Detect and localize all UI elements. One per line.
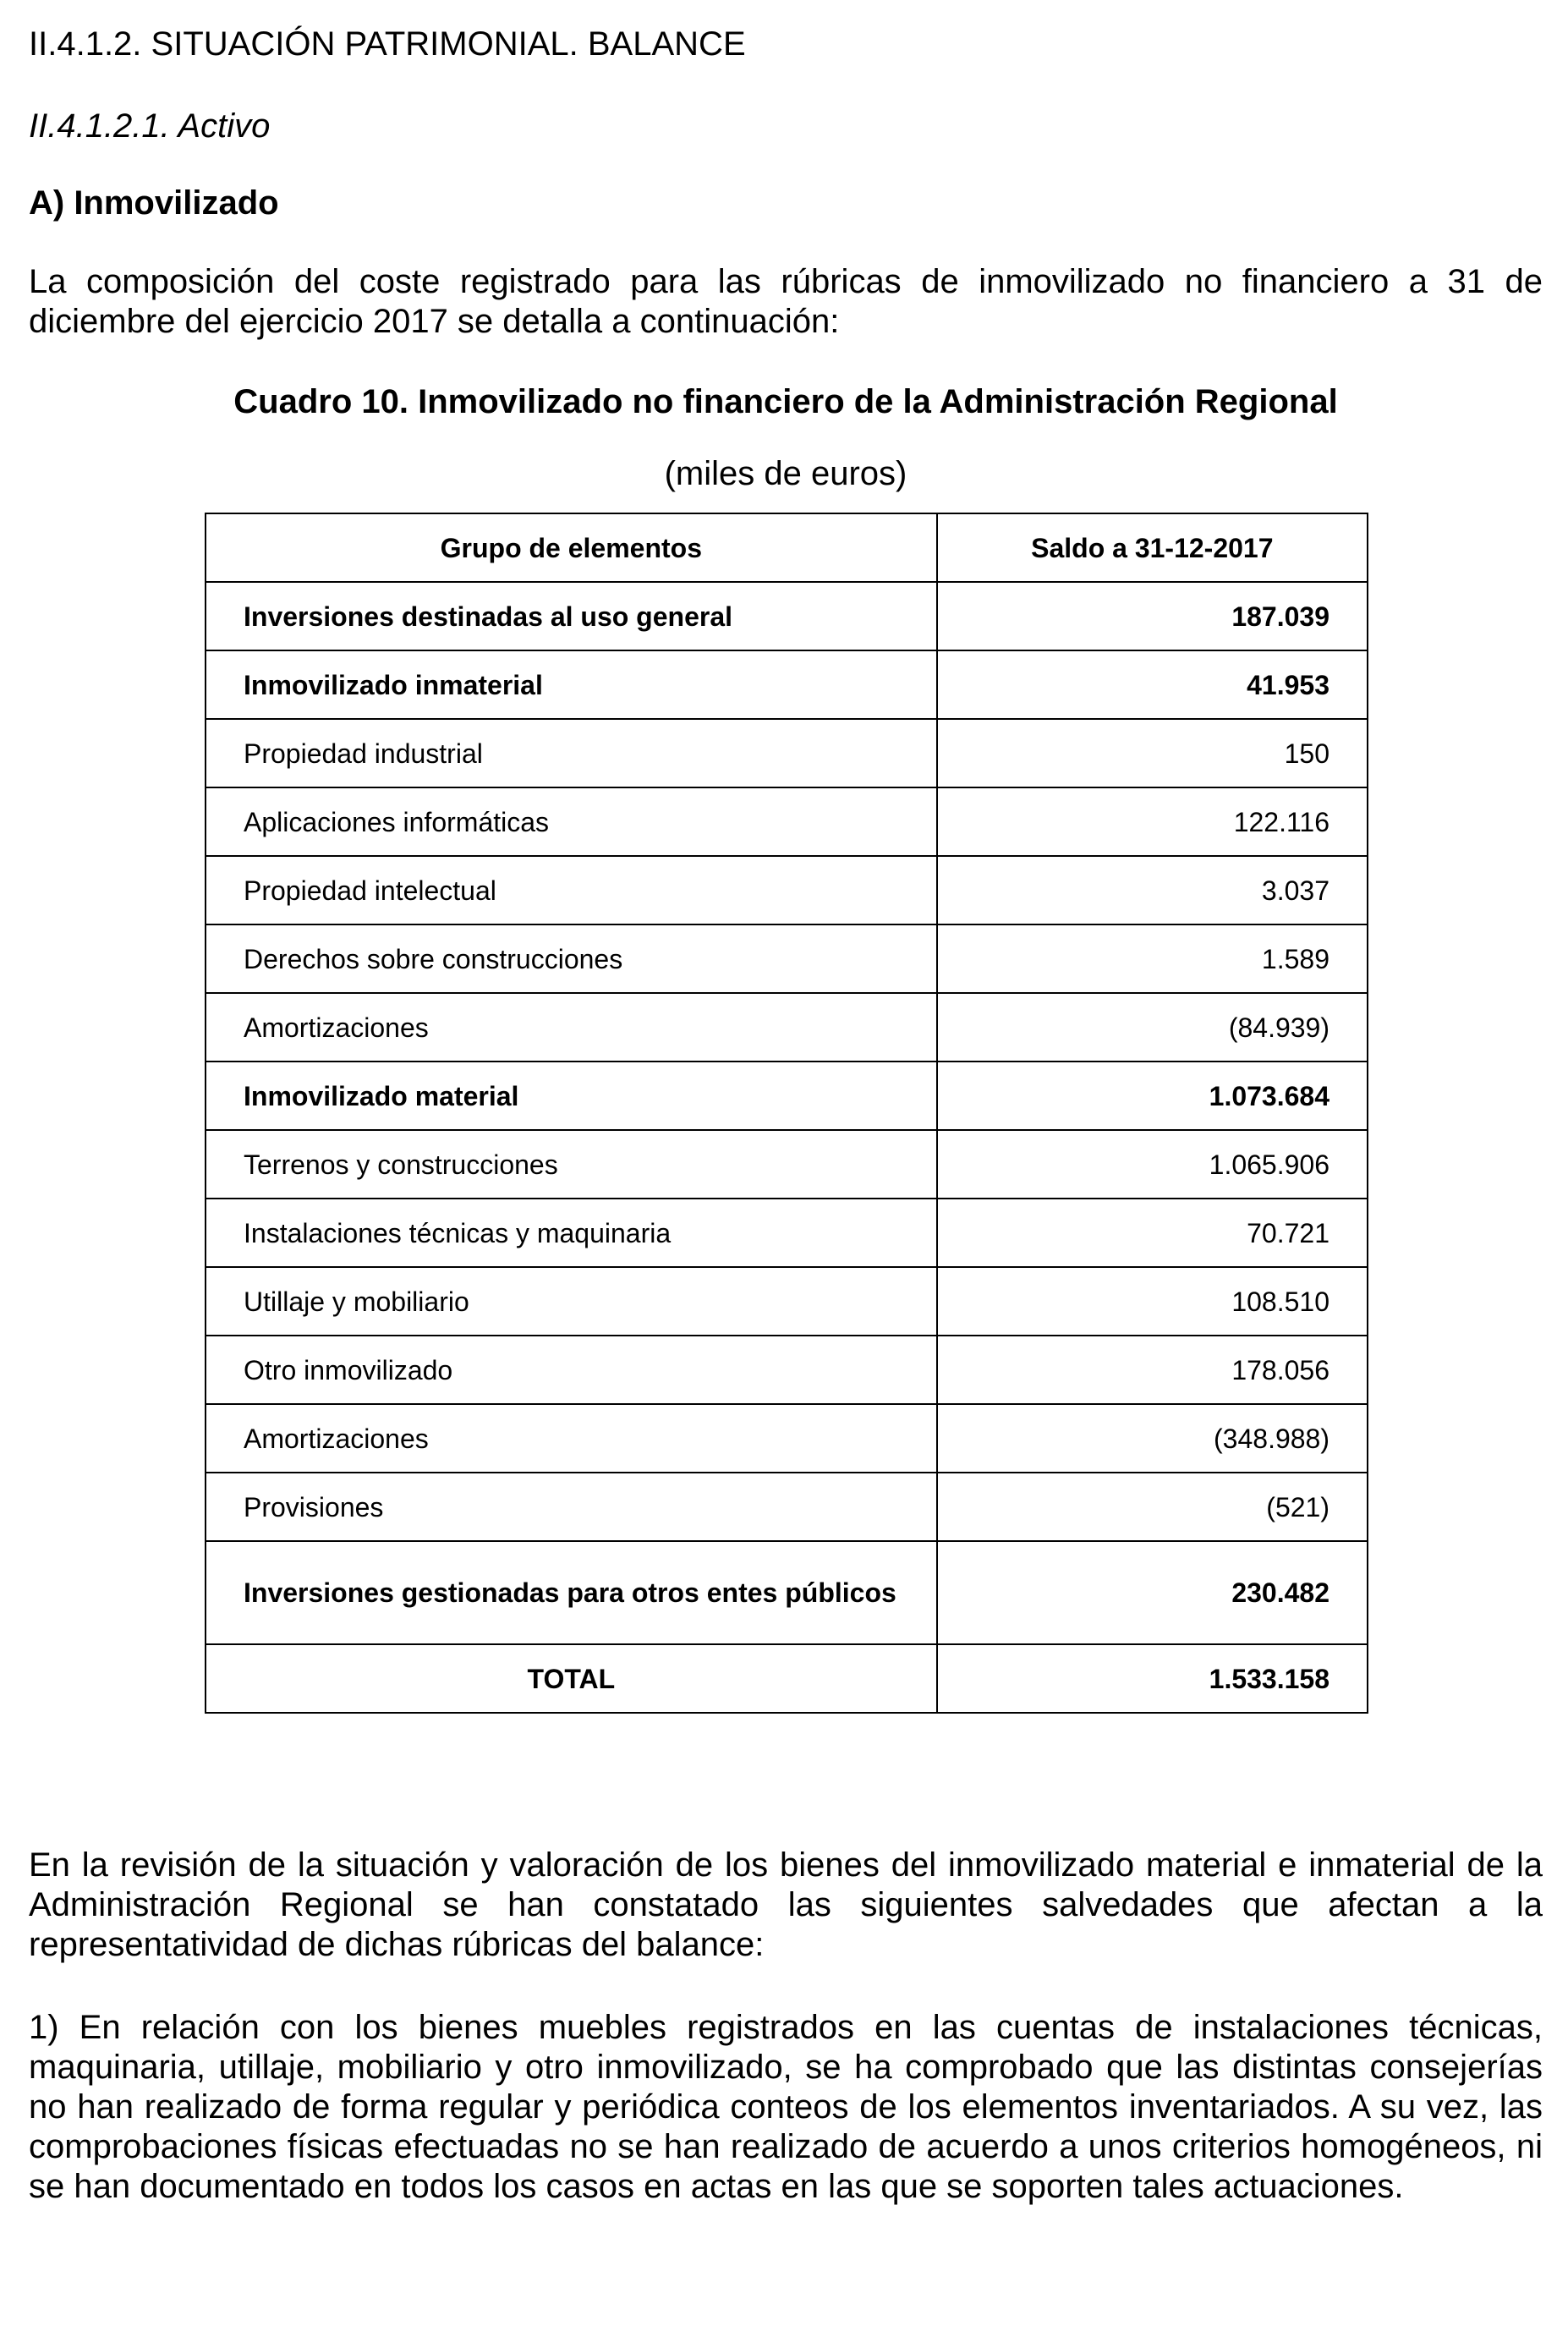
column-header-balance: Saldo a 31-12-2017 bbox=[937, 513, 1368, 582]
section-heading: II.4.1.2. SITUACIÓN PATRIMONIAL. BALANCE bbox=[29, 25, 746, 63]
row-label: Otro inmovilizado bbox=[206, 1336, 937, 1404]
row-label: Utillaje y mobiliario bbox=[206, 1267, 937, 1336]
row-value: 108.510 bbox=[937, 1267, 1368, 1336]
table-row bbox=[206, 1541, 1368, 1644]
row-value: 122.116 bbox=[937, 787, 1368, 856]
row-label: Provisiones bbox=[206, 1473, 937, 1541]
row-label: Instalaciones técnicas y maquinaria bbox=[206, 1199, 937, 1267]
heading-inmovilizado: A) Inmovilizado bbox=[29, 184, 279, 222]
row-value: 70.721 bbox=[937, 1199, 1368, 1267]
row-label: Inmovilizado inmaterial bbox=[206, 650, 937, 719]
row-label: Inmovilizado material bbox=[206, 1062, 937, 1130]
column-header-group: Grupo de elementos bbox=[206, 513, 937, 582]
row-value: (348.988) bbox=[937, 1404, 1368, 1473]
row-value: (521) bbox=[937, 1473, 1368, 1541]
row-value: 3.037 bbox=[937, 856, 1368, 924]
table-header-row bbox=[206, 513, 1368, 582]
row-value: 150 bbox=[937, 719, 1368, 787]
row-label: Inversiones destinadas al uso general bbox=[206, 582, 937, 650]
table-row bbox=[206, 1130, 1368, 1199]
finding-paragraph-1: 1) En relación con los bienes muebles registrados en las cuentas de instalaciones técnicas, maquinaria, utillaje, mobiliario y otro inmovilizado, se ha comprobado que las distintas consejerías no han realizado de forma regular y periódica conteos de los elementos inventariados. A su vez, las comprobaciones físicas efectuadas no se han realizado de acuerdo a unos criterios homogéneos, ni se han documentado en todos los casos en actas en las que se soporten tales actuaciones. bbox=[29, 2009, 1543, 2205]
table-row bbox=[206, 719, 1368, 787]
total-value: 1.533.158 bbox=[937, 1644, 1368, 1713]
table-row bbox=[206, 1336, 1368, 1404]
subsection-heading: II.4.1.2.1. Activo bbox=[29, 107, 271, 145]
table-row bbox=[206, 1062, 1368, 1130]
table-row bbox=[206, 924, 1368, 993]
table-row bbox=[206, 1199, 1368, 1267]
row-value: 230.482 bbox=[937, 1541, 1368, 1644]
row-value: 1.589 bbox=[937, 924, 1368, 993]
table-row bbox=[206, 650, 1368, 719]
row-value: (84.939) bbox=[937, 993, 1368, 1062]
table-title: Cuadro 10. Inmovilizado no financiero de la Administración Regional bbox=[233, 383, 1338, 420]
table-row bbox=[206, 787, 1368, 856]
fixed-assets-table bbox=[205, 513, 1368, 1714]
row-label: Aplicaciones informáticas bbox=[206, 787, 937, 856]
row-label: Inversiones gestionadas para otros entes públicos bbox=[206, 1541, 937, 1644]
table-row bbox=[206, 993, 1368, 1062]
row-label: Terrenos y construcciones bbox=[206, 1130, 937, 1199]
total-label: TOTAL bbox=[206, 1644, 937, 1713]
table-total-row bbox=[206, 1644, 1368, 1713]
row-label: Amortizaciones bbox=[206, 993, 937, 1062]
row-label: Derechos sobre construcciones bbox=[206, 924, 937, 993]
table-row bbox=[206, 1473, 1368, 1541]
table-row bbox=[206, 1267, 1368, 1336]
row-value: 41.953 bbox=[937, 650, 1368, 719]
table-row bbox=[206, 582, 1368, 650]
table-units: (miles de euros) bbox=[664, 455, 907, 492]
row-value: 187.039 bbox=[937, 582, 1368, 650]
row-value: 1.073.684 bbox=[937, 1062, 1368, 1130]
row-value: 1.065.906 bbox=[937, 1130, 1368, 1199]
row-label: Propiedad intelectual bbox=[206, 856, 937, 924]
table-row bbox=[206, 1404, 1368, 1473]
table-row bbox=[206, 856, 1368, 924]
intro-paragraph: La composición del coste registrado para las rúbricas de inmovilizado no financiero a 31 de diciembre del ejercicio 2017 se detalla a continuación: bbox=[29, 263, 1543, 340]
row-value: 178.056 bbox=[937, 1336, 1368, 1404]
row-label: Propiedad industrial bbox=[206, 719, 937, 787]
review-paragraph: En la revisión de la situación y valoración de los bienes del inmovilizado material e inmaterial de la Administración Regional se han constatado las siguientes salvedades que afectan a la representatividad de dichas rúbricas del balance: bbox=[29, 1846, 1543, 1963]
row-label: Amortizaciones bbox=[206, 1404, 937, 1473]
